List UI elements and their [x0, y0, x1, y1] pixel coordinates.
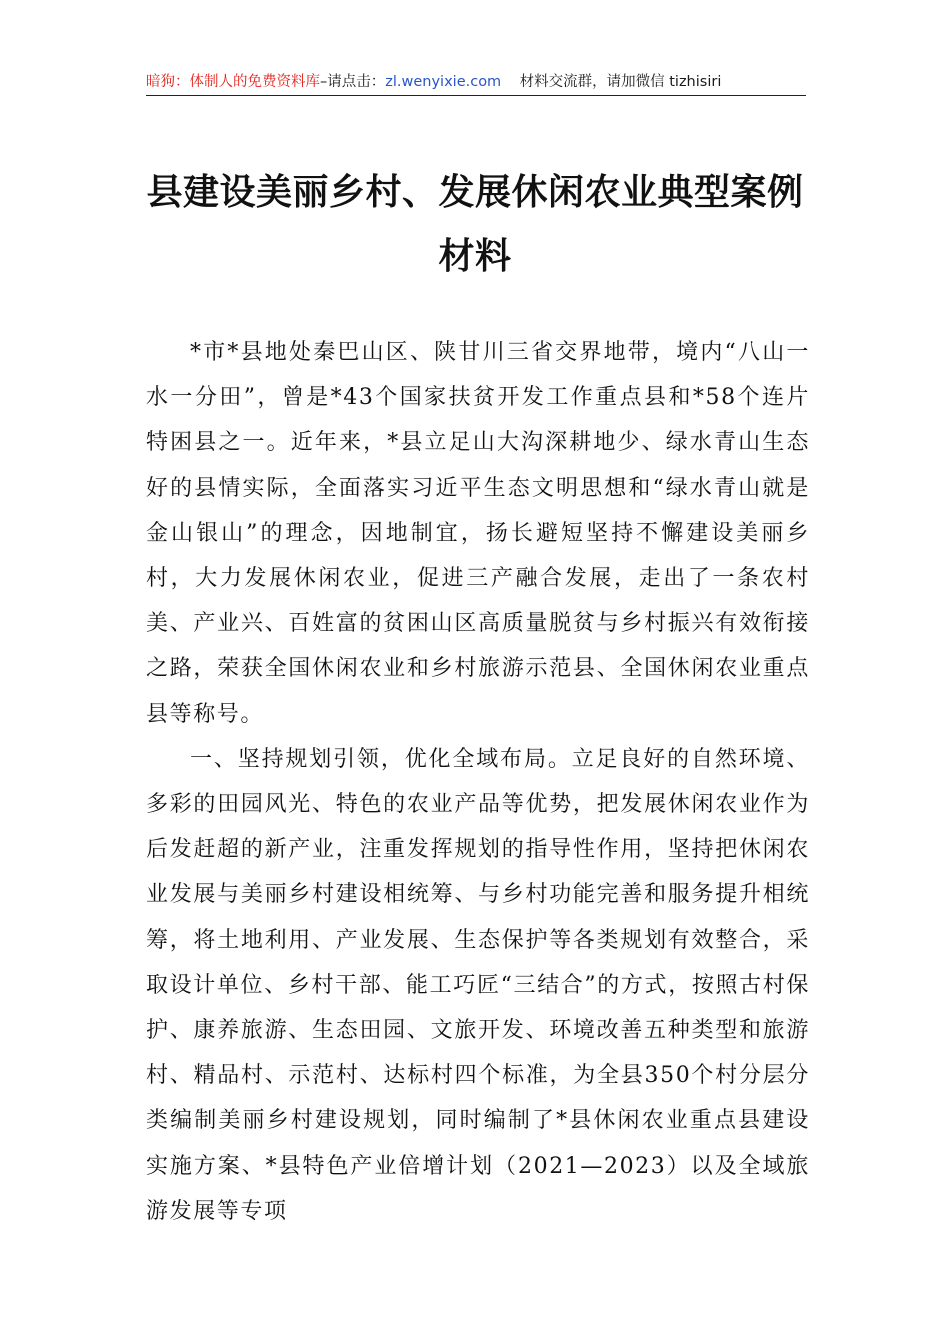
header-prompt: –请点击： — [320, 74, 386, 90]
document-body — [146, 330, 810, 1234]
header-contact: 材料交流群，请加微信 tizhisiri — [519, 74, 722, 90]
paragraph-section-1: 一、坚持规划引领，优化全域布局。立足良好的自然环境、多彩的田园风光、特色的农业产品等优势，把发展休闲农业作为后发赶超的新产业，注重发挥规划的指导性作用，坚持把休闲农业发展与美丽乡村建设相统筹、与乡村功能完善和服务提升相统筹，将土地利用、产业发展、生态保护等各类规划有效整合，采取设计单位、乡村干部、能工巧匠“三结合”的方式，按照古村保护、康养旅游、生态田园、文旅开发、环境改善五种类型和旅游村、精品村、示范村、达标村四个标准，为全县350个村分层分类编制美丽乡村建设规划，同时编制了*县休闲农业重点县建设实施方案、*县特色产业倍增计划（2021—2023）以及全域旅游发展等专项 — [146, 746, 810, 1224]
header-brand: 暗狗：体制人的免费资料库 — [146, 74, 320, 90]
document-title — [120, 160, 830, 288]
title-line-2: 材料 — [438, 235, 512, 277]
title-line-1: 县建设美丽乡村、发展休闲农业典型案例 — [146, 171, 804, 213]
header-divider — [146, 95, 806, 96]
paragraph-intro: *市*县地处秦巴山区、陕甘川三省交界地带，境内“八山一水一分田”，曾是*43个国家扶贫开发工作重点县和*58个连片特困县之一。近年来，*县立足山大沟深耕地少、绿水青山生态好的县情实际，全面落实习近平生态文明思想和“绿水青山就是金山银山”的理念，因地制宜，扬长避短坚持不懈建设美丽乡村，大力发展休闲农业，促进三产融合发展，走出了一条农村美、产业兴、百姓富的贫困山区高质量脱贫与乡村振兴有效衔接之路，荣获全国休闲农业和乡村旅游示范县、全国休闲农业重点县等称号。 — [146, 340, 810, 727]
header-link[interactable]: zl.wenyixie.com — [385, 74, 502, 90]
page-header — [146, 72, 806, 94]
